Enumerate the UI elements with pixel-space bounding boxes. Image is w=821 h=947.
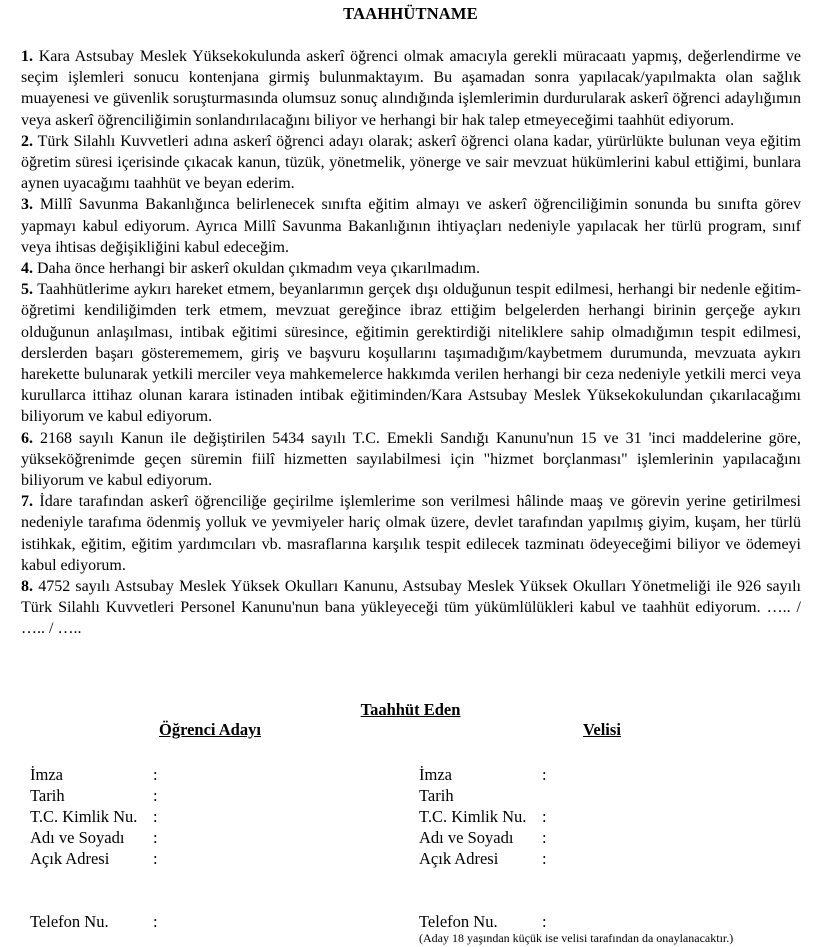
field-label: Tarih	[419, 786, 454, 805]
field-colon: :	[153, 807, 158, 826]
clause-1	[21, 46, 801, 131]
document-title: TAAHHÜTNAME	[343, 4, 478, 23]
commitment-clauses	[21, 46, 801, 640]
field-label: Adı ve Soyadı	[30, 828, 125, 847]
field-label: Telefon Nu.	[30, 912, 109, 931]
clause-number: 8.	[21, 578, 33, 596]
field-label: Açık Adresi	[419, 849, 499, 868]
clause-6	[21, 428, 801, 492]
field-label: İmza	[30, 765, 63, 784]
field-colon: :	[542, 849, 547, 868]
field-colon: :	[542, 765, 547, 784]
field-label: T.C. Kimlik Nu.	[30, 807, 138, 826]
clause-number: 5.	[21, 281, 33, 299]
field-colon: :	[542, 828, 547, 847]
clause-7	[21, 491, 801, 576]
clause-text: Daha önce herhangi bir askerî okuldan çıkmadım veya çıkarılmadım.	[33, 260, 480, 278]
field-label: Adı ve Soyadı	[419, 828, 514, 847]
field-colon: :	[542, 912, 547, 931]
clause-number: 7.	[21, 493, 33, 511]
field-colon: :	[153, 828, 158, 847]
clause-text: 2168 sayılı Kanun ile değiştirilen 5434 sayılı T.C. Emekli Sandığı Kanunu'nun 15 ve 31 'inci maddelerine göre, yükseköğrenimde geçen süremin fiilî hizmetten sayılabilmesi için "hizmet borçlanması" işlemlerinin yapılacağını biliyorum ve kabul ediyorum.	[21, 429, 801, 490]
field-label: Telefon Nu.	[419, 912, 498, 931]
clause-text: Türk Silahlı Kuvvetleri adına askerî öğrenci adayı olarak; askerî öğrenci olana kadar, yürürlükte bulunan veya eğitim öğretim süresi içerisinde çıkacak kanun, tüzük, yönetmelik, yönerge ve sair mevzuat hükümlerini kabul ettiğimi, bunlara aynen uyacağımı taahhüt ve beyan ederim.	[21, 132, 801, 193]
field-label: T.C. Kimlik Nu.	[419, 807, 527, 826]
field-colon: :	[153, 912, 158, 931]
guardian-heading: Velisi	[583, 720, 621, 739]
clause-number: 4.	[21, 260, 33, 278]
clause-8	[21, 576, 801, 640]
field-label: Tarih	[30, 786, 65, 805]
field-colon: :	[153, 849, 158, 868]
field-colon: :	[542, 807, 547, 826]
student-heading: Öğrenci Adayı	[159, 720, 261, 739]
clause-number: 6.	[21, 429, 33, 447]
clause-2	[21, 131, 801, 195]
clause-number: 1.	[21, 48, 33, 65]
clause-5	[21, 279, 801, 427]
clause-3	[21, 194, 801, 258]
clause-text: Taahhütlerime aykırı hareket etmem, beyanlarımın gerçek dışı olduğunun tespit edilmesi, herhangi bir nedenle eğitim-öğretimi kendiliğimden terk etmem, mevzuat gereğince ibraz ettiğim belgelerden herhangi birinin gerçeğe aykırı olduğunun anlaşılması, intibak eğitimi süresince, eğitimin gerektirdiği niteliklere sahip olmadığımın tespit edilmesi, derslerden başarı gösterememem, giriş ve başvuru koşullarını taşımadığım/kaybetmem durumunda, mevzuata aykırı harekette bulunarak yetkili merciler veya mahkemelerce hakkımda verilen herhangi bir ceza nedeniyle yetkili merci veya kurullarca ittihaz olunan karara istinaden intibak eğitiminden/Kara Astsubay Meslek Yüksekokulundan çıkarılacağımı biliyorum ve kabul ediyorum.	[21, 281, 801, 426]
clause-number: 3.	[21, 196, 33, 214]
signer-heading: Taahhüt Eden	[360, 700, 461, 719]
field-colon: :	[153, 786, 158, 805]
clause-text: Kara Astsubay Meslek Yüksekokulunda askerî öğrenci olmak amacıyla gerekli müracaatı yapmış, değerlendirme ve seçim işlemleri sonucu kontenjana girmiş bulunmaktayım. Bu aşamadan sonra yapılacak/yapılmakta olan sağlık muayenesi ve güvenlik soruşturmasında olumsuz sonuç alındığında işlemlerimin durdurularak askerî öğrenci adaylığımın veya askerî öğrenciliğimin sonlandırılacağını biliyor ve herhangi bir hak talep etmeyeceğimi taahhüt ediyorum.	[21, 48, 801, 129]
field-label: Açık Adresi	[30, 849, 110, 868]
clause-text: İdare tarafından askerî öğrenciliğe geçirilme işlemlerime son verilmesi hâlinde maaş ve görevin yerine getirilmesi nedeniyle tarafıma ödenmiş yolluk ve yevmiyeler hariç olmak üzere, devlet tarafından yapılmış giyim, kuşam, her türlü istihkak, eğitim, eğitim yardımcıları vb. masraflarına karşılık tespit edilecek tazminatı ödeyeceğimi biliyor ve ödemeyi kabul ediyorum.	[21, 493, 801, 574]
guardian-approval-note: (Aday 18 yaşından küçük ise velisi tarafından da onaylanacaktır.)	[419, 931, 734, 945]
clause-number: 2.	[21, 132, 33, 150]
clause-text: Millî Savunma Bakanlığınca belirlenecek sınıfta eğitim almayı ve askerî öğrenciliğimin sonunda bu sınıfta görev yapmayı kabul ediyorum. Ayrıca Millî Savunma Bakanlığının ihtiyaçları nedeniyle yapılacak her türlü program, sınıf veya ihtisas değişikliğini kabul edeceğim.	[21, 196, 801, 256]
clause-text: 4752 sayılı Astsubay Meslek Yüksek Okulları Kanunu, Astsubay Meslek Yüksek Okulları Yönetmeliği ile 926 sayılı Türk Silahlı Kuvvetleri Personel Kanunu'nun bana yükleyeceği tüm yükümlülükleri kabul ve taahhüt ediyorum. ….. / ….. / …..	[21, 578, 801, 638]
field-label: İmza	[419, 765, 452, 784]
field-colon: :	[153, 765, 158, 784]
clause-4	[21, 258, 801, 279]
